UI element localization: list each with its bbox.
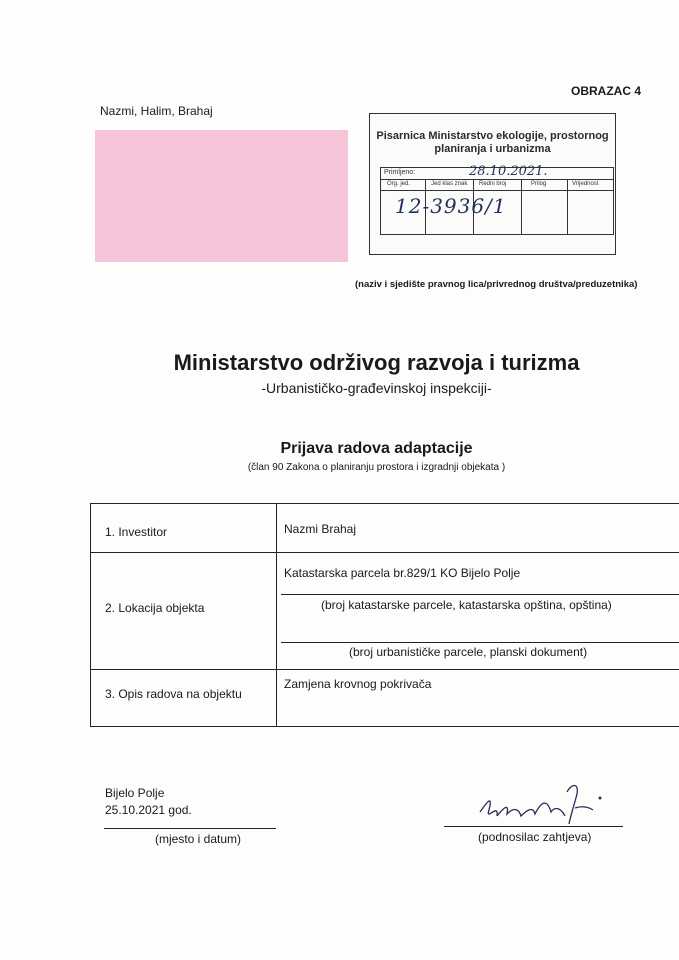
document-title: Prijava radova adaptacije [280, 440, 473, 457]
stamp-col-jed: Jed klas znak [431, 181, 468, 187]
document-subtitle: (član 90 Zakona o planiranju prostora i izgradnji objekata ) [247, 462, 506, 473]
table-row-divider [91, 552, 679, 553]
place: Bijelo Polje [105, 786, 165, 800]
location-note-urban: (broj urbanističke parcele, planski dokument) [349, 645, 588, 659]
handwritten-signature [475, 772, 615, 832]
stamp-file-number: 12-3936/1 [395, 194, 507, 218]
stamp-received-date: 28.10.2021. [469, 164, 548, 179]
applicant-name: Nazmi, Halim, Brahaj [100, 104, 213, 118]
stamp-header-row [381, 179, 613, 191]
row2-label: 2. Lokacija objekta [105, 601, 205, 615]
stamp-col-prilog: Prilog [531, 181, 547, 187]
stamp-title-line2: planiranja i urbanizma [434, 143, 551, 155]
ministry-title: Ministarstvo održivog razvoja i turizma [173, 350, 580, 375]
investor-value: Nazmi Brahaj [284, 522, 357, 536]
location-value: Katastarska parcela br.829/1 KO Bijelo Polje [284, 566, 521, 580]
stamp-divider [567, 179, 568, 234]
stamp-divider [521, 179, 522, 234]
table-row-divider [91, 669, 679, 670]
stamp-col-org: Org. jed. [387, 181, 411, 187]
form-number: OBRAZAC 4 [571, 84, 642, 98]
stamp-received-label: Primljeno: [384, 169, 416, 176]
location-note-cadastral: (broj katastarske parcele, katastarska opština, opština) [321, 598, 612, 612]
stamp-title-line1: Pisarnica Ministarstvo ekologije, prostornog [376, 130, 609, 142]
row3-label: 3. Opis radova na objektu [105, 687, 242, 701]
redacted-area [95, 130, 348, 262]
stamp-col-redni: Redni broj [479, 181, 507, 187]
works-description-value: Zamjena krovnog pokrivača [284, 677, 432, 691]
entity-note: (naziv i sjedište pravnog lica/privrednog društva/preduzetnika) [355, 279, 638, 290]
inspection-subtitle: -Urbanističko-građevinskoj inspekciji- [261, 380, 492, 396]
location-underline [281, 594, 679, 595]
stamp-grid [380, 164, 614, 235]
registry-stamp [369, 113, 616, 255]
signature-line [444, 826, 623, 827]
submitter-label: (podnosilac zahtjeva) [478, 830, 592, 844]
place-date-label: (mjesto i datum) [155, 832, 242, 846]
place-date-line [104, 828, 276, 829]
table-column-divider [276, 504, 277, 726]
date: 25.10.2021 god. [105, 803, 192, 817]
row1-label: 1. Investitor [105, 525, 168, 539]
stamp-col-vrijednost: Vrijednost [572, 181, 599, 187]
application-table [90, 503, 679, 727]
location-underline [281, 642, 679, 643]
stamp-title [370, 130, 615, 156]
